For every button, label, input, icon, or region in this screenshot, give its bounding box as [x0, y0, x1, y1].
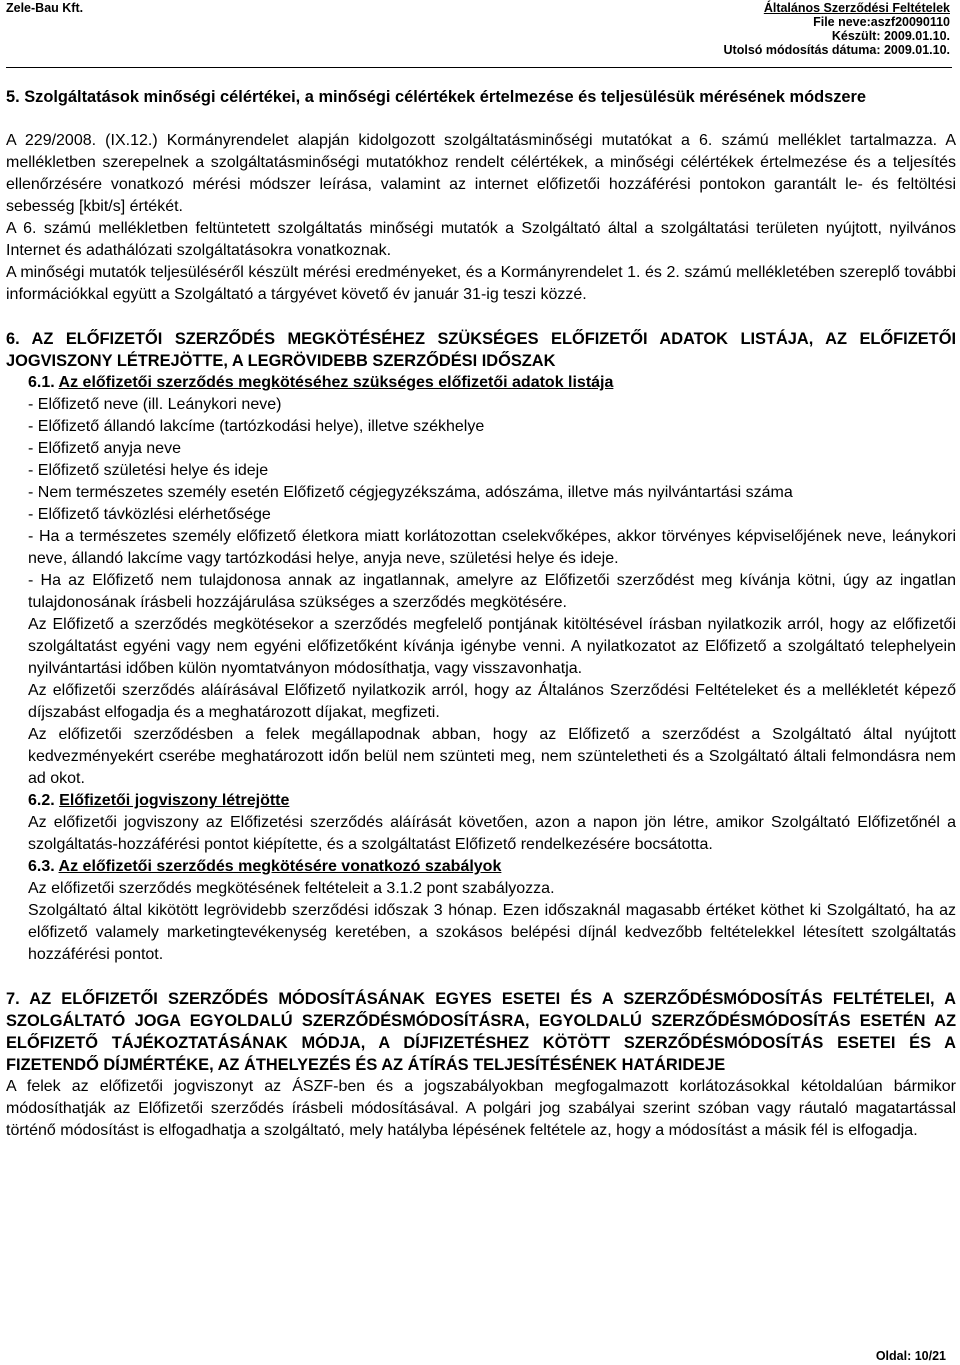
list-item: - Ha az Előfizető nem tulajdonosa annak az ingatlannak, amelyre az Előfizetői szerződést meg kívánja kötni, úgy az ingatlan tulajdonosának írásbeli hozzájárulása szükséges a szerződés megkötésére.: [28, 572, 956, 611]
page-number: Oldal: 10/21: [875, 1349, 946, 1363]
list-item: - Előfizető állandó lakcíme (tartózkodási helye), illetve székhelye: [28, 418, 485, 435]
section-7-heading: 7. AZ ELŐFIZETŐI SZERZŐDÉS MÓDOSÍTÁSÁNAK EGYES ESETEI ÉS A SZERZŐDÉSMÓDOSÍTÁS FELTÉTELEI, A SZOLGÁLTATÓ JOGA EGYOLDALÚ SZERZŐDÉSMÓDOSÍTÁSRA, EGYOLDALÚ SZERZŐDÉSMÓDOSÍTÁS ESETÉN AZ ELŐFIZETŐ TÁJÉKOZTATÁSÁNAK MÓDJA, A DÍJFIZETÉSHEZ KÖTÖTT SZERZŐDÉSMÓDOSÍTÁS ESETEI ÉS A FIZETENDŐ DÍJMÉRTÉKE, AZ ÁTHELYEZÉS ÉS AZ ÁTÍRÁS TELJESÍTÉSÉNEK HATÁRIDEJE: [6, 990, 956, 1074]
section-title: Az előfizetői szerződés megkötéséhez szükséges előfizetői adatok listája: [58, 374, 614, 391]
created-date: Készült: 2009.01.10.: [831, 29, 950, 43]
modified-date: Utolsó módosítás dátuma: 2009.01.10.: [723, 43, 950, 57]
file-name: File neve:aszf20090110: [813, 15, 950, 29]
list-item: - Ha a természetes személy előfizető életkora miatt korlátozottan cselekvőképes, akkor törvényes képviselőjének neve, leánykori neve, állandó lakcíme vagy tartózkodási helye, anyja neve, születési helye és ideje.: [28, 528, 956, 567]
section-number: 6.1.: [28, 374, 55, 391]
section-6-1-paragraph: Az előfizetői szerződésben a felek megállapodnak abban, hogy az Előfizető a szerződést a Szolgáltató által nyújtott kedvezményekért cserébe meghatározott időn belül nem szünteti meg, nem szünteletheti és a Szolgáltató általi felmondásra nem ad okot.: [28, 726, 956, 787]
section-6-1-heading: [28, 372, 956, 394]
section-7-paragraph: A felek az előfizetői jogviszonyt az ÁSZF-ben és a jogszabályokban megfogalmazott korlátozásokkal kétoldalúan bármikor módosíthatják az Előfizetői szerződés írásbeli módosításával. A polgári jog szabályai szerint szóban vagy ráutaló magatartással történő módosítást is elfogadhatja a szolgáltató, mely hatályba lépésének feltétele az, hogy a módosítást a másik fél is elfogadja.: [6, 1078, 956, 1139]
list-item: - Előfizető távközlési elérhetősége: [28, 506, 271, 523]
document-title: Általános Szerződési Feltételek: [763, 1, 950, 15]
section-number: 6.2.: [28, 792, 55, 809]
section-6-3-paragraph: Az előfizetői szerződés megkötésének feltételeit a 3.1.2 pont szabályozza.: [28, 880, 555, 897]
section-5-paragraph: A 6. számú mellékletben feltüntetett szolgáltatás minőségi mutatók a Szolgáltató által a szolgáltatási területen nyújtott, nyilvános Internet és adathálózati szolgáltatásokra vonatkoznak.: [6, 220, 956, 259]
section-6-2-paragraph: Az előfizetői jogviszony az Előfizetési szerződés aláírását követően, azon a napon jön létre, amikor Szolgáltató Előfizetőnél a szolgáltatás-hozzáférési pontot kiépítette, és a szolgáltatást Előfizető rendelkezésére bocsátotta.: [28, 814, 956, 853]
list-item: - Előfizető születési helye és ideje: [28, 462, 269, 479]
document-body: [6, 86, 956, 1142]
section-6-3-heading: [28, 856, 956, 878]
header-rule: [6, 67, 952, 68]
section-6-3-paragraph: Szolgáltató által kikötött legrövidebb szerződési időszak 3 hónap. Ezen időszaknál magasabb értéket köthet ki Szolgáltató, ha az előfizető valamely marketingtevékenység keretében, a szokásos belépési díjnál kedvezőbb feltételekkel létesített szolgáltatás hozzáférési pontot.: [28, 902, 956, 963]
list-item: - Nem természetes személy esetén Előfizető cégjegyzékszáma, adószáma, illetve más nyilvántartási száma: [28, 484, 793, 501]
section-6-1-paragraph: Az előfizetői szerződés aláírásával Előfizető nyilatkozik arról, hogy az Általános Szerződési Feltételeket és a mellékletét képező díjszabást elfogadja és a meghatározott díjakat, megfizeti.: [28, 682, 956, 721]
spacer: [6, 966, 956, 988]
company-name: Zele-Bau Kft.: [6, 1, 84, 15]
list-item: - Előfizető neve (ill. Leánykori neve): [28, 396, 282, 413]
section-5-paragraph: A minőségi mutatók teljesüléséről készült mérési eredményeket, és a Kormányrendelet 1. és 2. számú mellékletében szereplő további információkkal együtt a Szolgáltató a tárgyévet követő év január 31-ig teszi közzé.: [6, 264, 956, 303]
section-6-2-heading: [28, 790, 956, 812]
list-item: - Előfizető anyja neve: [28, 440, 181, 457]
section-5-heading: 5. Szolgáltatások minőségi célértékei, a minőségi célértékek értelmezése és teljesülésük mérésének módszere: [6, 88, 867, 106]
section-6-body: [6, 372, 956, 966]
section-number: 6.3.: [28, 858, 55, 875]
section-6-heading: 6. AZ ELŐFIZETŐI SZERZŐDÉS MEGKÖTÉSÉHEZ SZÜKSÉGES ELŐFIZETŐI ADATOK LISTÁJA, AZ ELŐFIZETŐI JOGVISZONY LÉTREJÖTTE, A LEGRÖVIDEBB SZERZŐDÉSI IDŐSZAK: [6, 330, 956, 370]
section-title: Előfizetői jogviszony létrejötte: [59, 792, 290, 809]
document-meta: [630, 1, 950, 57]
section-6-1-paragraph: Az Előfizető a szerződés megkötésekor a szerződés megfelelő pontjának kitöltésével írásban nyilatkozik arról, hogy az előfizetői szolgáltatást egyéni vagy nem egyéni előfizetőként kívánja igénybe venni. A nyilatkozatot az Előfizető a szolgáltató telephelyein nyilvántartási időben külön nyomtatványon módosíthatja, vagy visszavonhatja.: [28, 616, 956, 677]
section-5-paragraph: A 229/2008. (IX.12.) Kormányrendelet alapján kidolgozott szolgáltatásminőségi mutatókat a 6. számú melléklet tartalmazza. A mellékletben szerepelnek a szolgáltatásminőségi mutatókhoz rendelt célértékek, a minőségi célértékek értelmezése és a teljesítés ellenőrzésére vonatkozó mérési módszer leírása, valamint az internet előfizetői hozzáférési pontokon garantált le- és feltöltési sebesség [kbit/s] értékét.: [6, 132, 956, 215]
section-title: Az előfizetői szerződés megkötésére vonatkozó szabályok: [58, 858, 502, 875]
spacer: [6, 306, 956, 328]
